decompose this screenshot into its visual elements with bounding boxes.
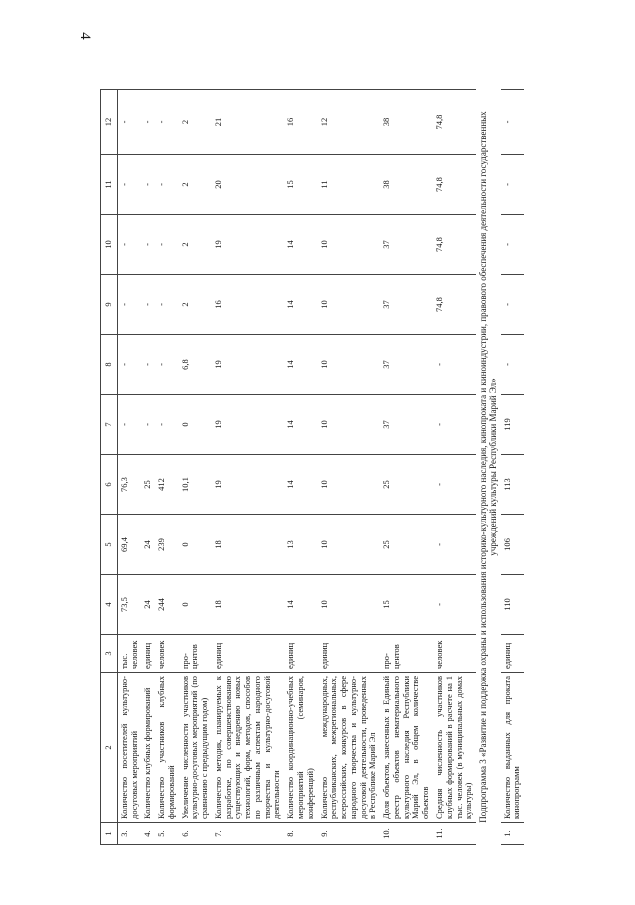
column-number: 9 [101, 275, 118, 335]
value-cell: - [433, 575, 476, 635]
table-row [179, 90, 212, 845]
indicator-name: Количество участников клубных формирований [155, 673, 179, 823]
value-cell: 24 [141, 515, 155, 575]
row-number: 5. [155, 823, 179, 845]
column-number: 2 [101, 673, 118, 823]
value-cell: 76,3 [117, 455, 141, 515]
value-cell: 110 [501, 575, 525, 635]
value-cell: 37 [380, 215, 433, 275]
row-number: 10. [380, 823, 433, 845]
value-cell: 19 [212, 395, 284, 455]
value-cell: 74,8 [433, 155, 476, 215]
value-cell: 0 [179, 515, 212, 575]
value-cell: - [501, 215, 525, 275]
column-number-row [101, 90, 118, 845]
value-cell: 10 [318, 395, 381, 455]
value-cell: 11 [318, 155, 381, 215]
value-cell: 10 [318, 575, 381, 635]
value-cell: - [155, 155, 179, 215]
value-cell: 10 [318, 515, 381, 575]
indicator-name: Количество координационно-учебных мероприятий (семинаров, конференций) [284, 673, 317, 823]
value-cell: 6,8 [179, 335, 212, 395]
column-number: 8 [101, 335, 118, 395]
value-cell: 14 [284, 395, 317, 455]
value-cell: 38 [380, 155, 433, 215]
value-cell: - [117, 215, 141, 275]
value-cell: 10,1 [179, 455, 212, 515]
value-cell: - [501, 90, 525, 155]
value-cell: 25 [380, 515, 433, 575]
table-row [501, 90, 525, 845]
value-cell: 74,8 [433, 215, 476, 275]
value-cell: 0 [179, 395, 212, 455]
value-cell: 14 [284, 575, 317, 635]
value-cell: 244 [155, 575, 179, 635]
column-number: 7 [101, 395, 118, 455]
value-cell: - [155, 335, 179, 395]
row-number: 9. [318, 823, 381, 845]
value-cell: 14 [284, 275, 317, 335]
subprogram-row [476, 90, 501, 845]
unit-cell: про-центов [380, 635, 433, 673]
value-cell: 14 [284, 455, 317, 515]
value-cell: - [433, 455, 476, 515]
table-row [318, 90, 381, 845]
value-cell: 0 [179, 575, 212, 635]
value-cell: - [501, 335, 525, 395]
table-row [433, 90, 476, 845]
unit-cell: про-центов [179, 635, 212, 673]
unit-cell: человек [433, 635, 476, 673]
value-cell: 18 [212, 515, 284, 575]
column-number: 10 [101, 215, 118, 275]
value-cell: 2 [179, 155, 212, 215]
value-cell: 15 [284, 155, 317, 215]
indicator-name: Увеличение численности участников культурно-досуговых мероприятий (по сравнению с предыдущим годом) [179, 673, 212, 823]
table-row [141, 90, 155, 845]
unit-cell: единиц [318, 635, 381, 673]
column-number: 12 [101, 90, 118, 155]
indicator-name: Количество посетителей культурно-досуговых мероприятий [117, 673, 141, 823]
value-cell: - [433, 335, 476, 395]
page-number: 4 [77, 32, 93, 40]
value-cell: - [141, 215, 155, 275]
unit-cell: единиц [284, 635, 317, 673]
value-cell: 37 [380, 335, 433, 395]
column-number: 3 [101, 635, 118, 673]
value-cell: - [501, 275, 525, 335]
value-cell: 14 [284, 335, 317, 395]
value-cell: 14 [284, 215, 317, 275]
value-cell: 20 [212, 155, 284, 215]
value-cell: - [117, 395, 141, 455]
value-cell: - [155, 395, 179, 455]
column-number: 6 [101, 455, 118, 515]
unit-cell: единиц [212, 635, 284, 673]
value-cell: 37 [380, 395, 433, 455]
column-number: 4 [101, 575, 118, 635]
value-cell: 2 [179, 215, 212, 275]
value-cell: 19 [212, 455, 284, 515]
table-body [101, 90, 525, 845]
indicator-name: Средняя численность участников клубных формирований в расчете на 1 тыс. человек (в муниципальных домах культуры) [433, 673, 476, 823]
value-cell: 12 [318, 90, 381, 155]
value-cell: 24 [141, 575, 155, 635]
value-cell: - [141, 90, 155, 155]
value-cell: - [155, 215, 179, 275]
indicator-name: Количество методик, планируемых к разработке, по совершенствованию существующих и внедрению новых технологий, форм, методов, способов по различным аспектам народного творчества и культурно-досуговой деятельности [212, 673, 284, 823]
rotated-page-content [100, 90, 565, 845]
value-cell: 10 [318, 215, 381, 275]
unit-cell: единиц [141, 635, 155, 673]
value-cell: - [141, 335, 155, 395]
column-number: 5 [101, 515, 118, 575]
unit-cell: единиц [501, 635, 525, 673]
table-row [284, 90, 317, 845]
value-cell: 10 [318, 455, 381, 515]
row-number: 4. [141, 823, 155, 845]
value-cell: 21 [212, 90, 284, 155]
value-cell: 2 [179, 90, 212, 155]
value-cell: 113 [501, 455, 525, 515]
value-cell: 37 [380, 275, 433, 335]
unit-cell: человек [155, 635, 179, 673]
value-cell: 15 [380, 575, 433, 635]
value-cell: - [501, 155, 525, 215]
value-cell: 10 [318, 335, 381, 395]
value-cell: 239 [155, 515, 179, 575]
value-cell: - [117, 155, 141, 215]
value-cell: 18 [212, 575, 284, 635]
value-cell: 38 [380, 90, 433, 155]
value-cell: 73,5 [117, 575, 141, 635]
table-row [117, 90, 141, 845]
row-number: 3. [117, 823, 141, 845]
table-row [212, 90, 284, 845]
indicator-name: Доля объектов, занесенных в Единый реестр объектов нематериального культурного наследия Республики Марий Эл, в общем количестве объектов [380, 673, 433, 823]
value-cell: - [433, 515, 476, 575]
value-cell: 10 [318, 275, 381, 335]
indicator-name: Количество выданных для проката кинопрограмм [501, 673, 525, 823]
value-cell: - [155, 90, 179, 155]
indicators-table [100, 89, 524, 845]
value-cell: 19 [212, 335, 284, 395]
value-cell: - [141, 395, 155, 455]
value-cell: 19 [212, 215, 284, 275]
row-number: 6. [179, 823, 212, 845]
value-cell: - [141, 275, 155, 335]
value-cell: 2 [179, 275, 212, 335]
value-cell: 25 [141, 455, 155, 515]
table-row [155, 90, 179, 845]
row-number: 1. [501, 823, 525, 845]
value-cell: - [117, 335, 141, 395]
row-number: 7. [212, 823, 284, 845]
value-cell: 13 [284, 515, 317, 575]
value-cell: - [155, 275, 179, 335]
column-number: 11 [101, 155, 118, 215]
value-cell: 69,4 [117, 515, 141, 575]
value-cell: 74,8 [433, 90, 476, 155]
value-cell: - [141, 155, 155, 215]
value-cell: - [433, 395, 476, 455]
value-cell: 412 [155, 455, 179, 515]
value-cell: 106 [501, 515, 525, 575]
value-cell: 16 [212, 275, 284, 335]
value-cell: 25 [380, 455, 433, 515]
value-cell: 74,8 [433, 275, 476, 335]
indicator-name: Количество клубных формирований [141, 673, 155, 823]
column-number: 1 [101, 823, 118, 845]
value-cell: - [117, 275, 141, 335]
unit-cell: тыс. человек [117, 635, 141, 673]
row-number: 8. [284, 823, 317, 845]
value-cell: - [117, 90, 141, 155]
value-cell: 16 [284, 90, 317, 155]
value-cell: 119 [501, 395, 525, 455]
indicator-name: Количество международных, республиканских, межрегиональных, всероссийских, конкурсов в сфере народного творчества и культурно-досуговой деятельности, проведенных в Республике Марий Эл [318, 673, 381, 823]
subprogram-title: Подпрограмма 3 «Развитие и поддержка охраны и использования историко-культурного наследия, кинопроката и киноиндустрии, правового обеспечения деятельности государственных учреждений культуры Республики Марий Эл» [478, 111, 499, 823]
row-number: 11. [433, 823, 476, 845]
table-row [380, 90, 433, 845]
